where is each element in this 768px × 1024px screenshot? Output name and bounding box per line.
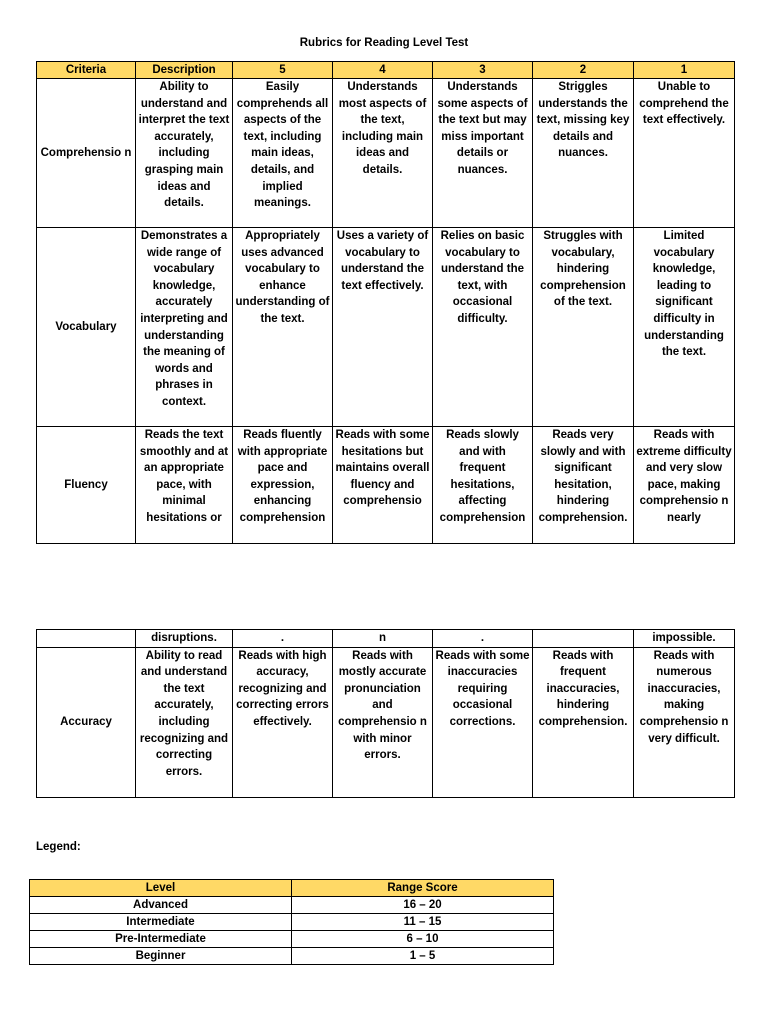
table-row bbox=[37, 647, 735, 797]
legend-table bbox=[29, 879, 554, 965]
continuation-cell: . bbox=[233, 630, 333, 648]
score-4-cell: Reads with some hesitations but maintains overall fluency and comprehensio bbox=[333, 427, 433, 544]
continuation-cell: disruptions. bbox=[136, 630, 233, 648]
score-2-cell: Struggles with vocabulary, hindering comprehension of the text. bbox=[533, 228, 634, 427]
table-row bbox=[37, 427, 735, 544]
legend-header-level: Level bbox=[30, 880, 292, 897]
legend-range: 1 – 5 bbox=[292, 948, 554, 965]
rubric-table bbox=[36, 61, 735, 544]
legend-row bbox=[30, 914, 554, 931]
score-1-cell: Reads with extreme difficulty and very slow pace, making comprehensio n nearly bbox=[634, 427, 735, 544]
rubric-table-continued bbox=[36, 629, 735, 798]
table-row bbox=[37, 228, 735, 427]
description-cell: Ability to read and understand the text accurately, including recognizing and correcting errors. bbox=[136, 647, 233, 797]
score-3-cell: Reads slowly and with frequent hesitations, affecting comprehension bbox=[433, 427, 533, 544]
legend-header-row bbox=[30, 880, 554, 897]
criteria-cell: Vocabulary bbox=[37, 228, 136, 427]
continuation-cell: impossible. bbox=[634, 630, 735, 648]
score-2-cell: Striggles understands the text, missing key details and nuances. bbox=[533, 79, 634, 228]
header-criteria: Criteria bbox=[37, 62, 136, 79]
score-3-cell: Reads with some inaccuracies requiring occasional corrections. bbox=[433, 647, 533, 797]
score-2-cell: Reads very slowly and with significant hesitation, hindering comprehension. bbox=[533, 427, 634, 544]
score-1-cell: Reads with numerous inaccuracies, making comprehensio n very difficult. bbox=[634, 647, 735, 797]
legend-level: Advanced bbox=[30, 897, 292, 914]
score-5-cell: Reads with high accuracy, recognizing and correcting errors effectively. bbox=[233, 647, 333, 797]
score-5-cell: Easily comprehends all aspects of the text, including main ideas, details, and implied meanings. bbox=[233, 79, 333, 228]
criteria-cell: Comprehensio n bbox=[37, 79, 136, 228]
legend-range: 16 – 20 bbox=[292, 897, 554, 914]
legend-row bbox=[30, 931, 554, 948]
legend-range: 11 – 15 bbox=[292, 914, 554, 931]
criteria-cell: Fluency bbox=[37, 427, 136, 544]
legend-range: 6 – 10 bbox=[292, 931, 554, 948]
score-4-cell: Understands most aspects of the text, including main ideas and details. bbox=[333, 79, 433, 228]
header-score-2: 2 bbox=[533, 62, 634, 79]
table-header-row bbox=[37, 62, 735, 79]
legend-row bbox=[30, 897, 554, 914]
header-description: Description bbox=[136, 62, 233, 79]
legend-header-range: Range Score bbox=[292, 880, 554, 897]
score-1-cell: Unable to comprehend the text effectively. bbox=[634, 79, 735, 228]
legend-level: Intermediate bbox=[30, 914, 292, 931]
continuation-cell bbox=[37, 630, 136, 648]
description-cell: Demonstrates a wide range of vocabulary knowledge, accurately interpreting and understanding the meaning of words and phrases in context. bbox=[136, 228, 233, 427]
table-row bbox=[37, 630, 735, 648]
score-5-cell: Reads fluently with appropriate pace and expression, enhancing comprehension bbox=[233, 427, 333, 544]
header-score-1: 1 bbox=[634, 62, 735, 79]
score-1-cell: Limited vocabulary knowledge, leading to significant difficulty in understanding the text. bbox=[634, 228, 735, 427]
score-4-cell: Uses a variety of vocabulary to understand the text effectively. bbox=[333, 228, 433, 427]
score-5-cell: Appropriately uses advanced vocabulary to enhance understanding of the text. bbox=[233, 228, 333, 427]
score-3-cell: Relies on basic vocabulary to understand the text, with occasional difficulty. bbox=[433, 228, 533, 427]
table-row bbox=[37, 79, 735, 228]
description-cell: Ability to understand and interpret the text accurately, including grasping main ideas and details. bbox=[136, 79, 233, 228]
header-score-3: 3 bbox=[433, 62, 533, 79]
header-score-5: 5 bbox=[233, 62, 333, 79]
continuation-cell: n bbox=[333, 630, 433, 648]
header-score-4: 4 bbox=[333, 62, 433, 79]
criteria-cell: Accuracy bbox=[37, 647, 136, 797]
description-cell: Reads the text smoothly and at an appropriate pace, with minimal hesitations or bbox=[136, 427, 233, 544]
score-3-cell: Understands some aspects of the text but may miss important details or nuances. bbox=[433, 79, 533, 228]
legend-row bbox=[30, 948, 554, 965]
legend-label: Legend: bbox=[36, 841, 81, 853]
legend-level: Beginner bbox=[30, 948, 292, 965]
document-title: Rubrics for Reading Level Test bbox=[299, 37, 469, 49]
score-2-cell: Reads with frequent inaccuracies, hindering comprehension. bbox=[533, 647, 634, 797]
continuation-cell: . bbox=[433, 630, 533, 648]
continuation-cell bbox=[533, 630, 634, 648]
score-4-cell: Reads with mostly accurate pronunciation and comprehensio n with minor errors. bbox=[333, 647, 433, 797]
legend-level: Pre-Intermediate bbox=[30, 931, 292, 948]
